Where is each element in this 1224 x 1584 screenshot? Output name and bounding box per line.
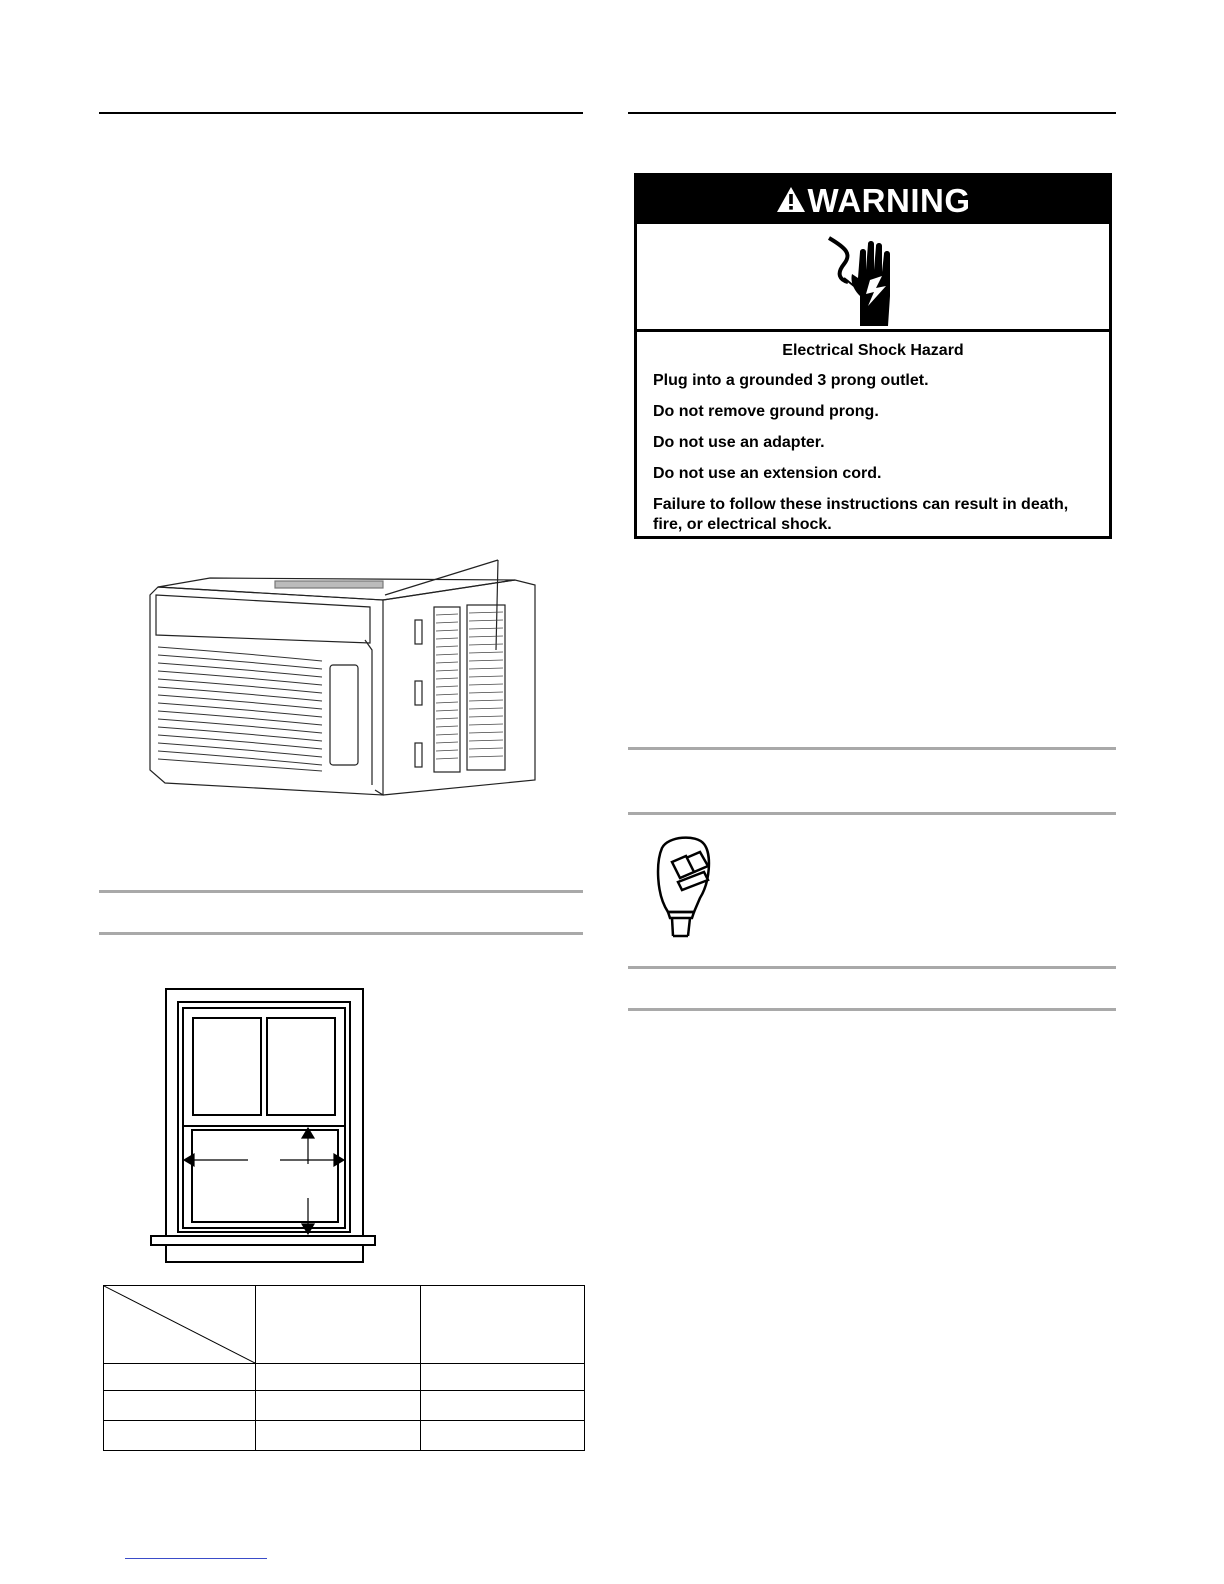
left-top-rule xyxy=(99,112,583,114)
warning-text xyxy=(637,332,1109,535)
warning-symbol-area xyxy=(637,224,1109,332)
warning-header xyxy=(637,176,1109,224)
right-section-rule-4 xyxy=(628,1008,1116,1011)
left-section-rule-1 xyxy=(99,890,583,893)
right-section-rule-2 xyxy=(628,812,1116,815)
hazard-title: Electrical Shock Hazard xyxy=(782,342,964,359)
footer-link-underline[interactable] xyxy=(125,1558,267,1559)
table-row-divider-1 xyxy=(104,1363,584,1364)
window-opening-diagram xyxy=(150,988,378,1264)
warning-box xyxy=(634,173,1112,539)
electrical-shock-hand-icon xyxy=(824,234,904,326)
table-row-divider-2 xyxy=(104,1390,584,1391)
right-top-rule xyxy=(628,112,1116,114)
instruction-4: Do not use an extension cord. xyxy=(653,465,882,482)
right-section-rule-3 xyxy=(628,966,1116,969)
warning-triangle-icon xyxy=(776,186,806,213)
instruction-1: Plug into a grounded 3 prong outlet. xyxy=(653,372,929,389)
instruction-3: Do not use an adapter. xyxy=(653,434,825,451)
air-conditioner-illustration xyxy=(140,555,550,805)
warning-header-text: WARNING xyxy=(807,182,971,219)
right-section-rule-1 xyxy=(628,747,1116,750)
instruction-5: Failure to follow these instructions can result in death, fire, or electrical shock. xyxy=(653,496,1069,533)
instruction-2: Do not remove ground prong. xyxy=(653,403,879,420)
spec-table xyxy=(103,1285,585,1451)
table-col-divider-1 xyxy=(255,1286,256,1450)
three-prong-plug-icon xyxy=(654,832,714,940)
table-row-divider-3 xyxy=(104,1420,584,1421)
table-corner-diagonal xyxy=(104,1286,256,1364)
table-col-divider-2 xyxy=(420,1286,421,1450)
left-section-rule-2 xyxy=(99,932,583,935)
